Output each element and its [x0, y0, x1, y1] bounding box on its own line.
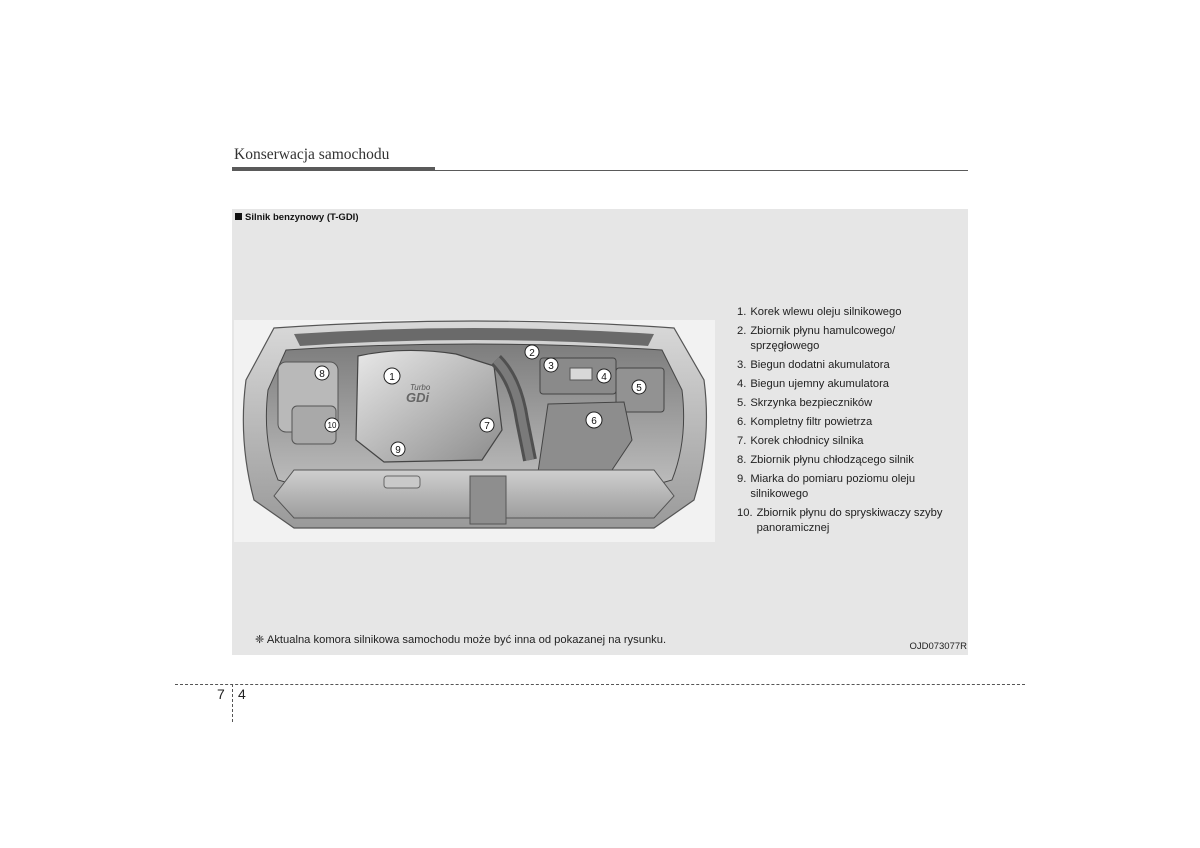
square-bullet-icon: [235, 213, 242, 220]
legend-item-text: Kompletny filtr powietrza: [750, 416, 873, 428]
callout-8-label: 8: [319, 369, 325, 380]
legend-item: [737, 472, 962, 502]
engine-cover-text-turbo: Turbo: [410, 383, 431, 392]
legend-item-text: Zbiornik płynu chłodzącego silnik: [750, 454, 914, 466]
callout-3: [544, 358, 558, 372]
callout-10-label: 10: [327, 421, 337, 430]
section-label-text: Silnik benzynowy (T-GDI): [245, 212, 359, 223]
legend-item-text: Korek chłodnicy silnika: [750, 435, 864, 447]
legend-item-text: Korek wlewu oleju silnikowego: [750, 306, 902, 318]
page-number: 4: [238, 686, 246, 702]
parts-legend: [737, 305, 962, 540]
callout-6-label: 6: [591, 416, 597, 427]
legend-item: [737, 305, 962, 320]
legend-item: [737, 434, 962, 449]
page-number-divider: [232, 684, 233, 722]
callout-7-label: 7: [484, 421, 490, 432]
section-label: [235, 212, 358, 223]
legend-item: [737, 506, 962, 536]
legend-item-number: 8.: [737, 454, 747, 466]
footer-divider: [175, 684, 1025, 685]
callout-1-label: 1: [389, 372, 395, 383]
legend-item-text: Zbiornik płynu hamulcowego/ sprzęgłowego: [750, 325, 896, 352]
legend-item-text: Biegun dodatni akumulatora: [750, 359, 890, 371]
callout-3-label: 3: [548, 361, 554, 372]
legend-item-number: 6.: [737, 416, 747, 428]
image-code: OJD073077R: [909, 641, 967, 652]
callout-7: [480, 418, 494, 432]
legend-item-text: Biegun ujemny akumulatora: [750, 378, 890, 390]
page-chapter-number: 7: [217, 686, 225, 702]
legend-item-number: 2.: [737, 325, 747, 337]
callout-6: [586, 412, 602, 428]
callout-9: [391, 442, 405, 456]
legend-item: [737, 377, 962, 392]
legend-item: [737, 415, 962, 430]
legend-item-number: 5.: [737, 397, 747, 409]
legend-item: [737, 358, 962, 373]
callout-5-label: 5: [636, 383, 642, 394]
legend-item-number: 10.: [737, 507, 753, 519]
callout-1: [384, 368, 400, 384]
legend-item-number: 4.: [737, 378, 747, 390]
callout-4-label: 4: [601, 372, 607, 383]
callout-2-label: 2: [529, 348, 535, 359]
legend-item: [737, 324, 962, 354]
header-rule-thick: [232, 167, 435, 171]
callout-4: [597, 369, 611, 383]
legend-item-number: 1.: [737, 306, 747, 318]
legend-item: [737, 396, 962, 411]
header-rule-thin: [435, 170, 968, 171]
engine-drawing: [234, 320, 715, 542]
legend-item-text: Miarka do pomiaru poziomu oleju silnikowego: [750, 473, 916, 500]
callout-5: [632, 380, 646, 394]
legend-item: [737, 453, 962, 468]
callout-8: [315, 366, 329, 380]
callout-2: [525, 345, 539, 359]
engine-cover-text-gdi: GDi: [406, 390, 430, 405]
engine-compartment-illustration: [234, 320, 715, 542]
legend-item-number: 7.: [737, 435, 747, 447]
footnote: ❈ Aktualna komora silnikowa samochodu może być inna od pokazanej na rysunku.: [255, 634, 667, 646]
chapter-title: Konserwacja samochodu: [234, 146, 390, 163]
legend-item-text: Skrzynka bezpieczników: [750, 397, 873, 409]
callout-10: [325, 418, 339, 432]
callout-9-label: 9: [395, 445, 401, 456]
legend-item-number: 9.: [737, 473, 747, 485]
legend-item-number: 3.: [737, 359, 747, 371]
legend-item-text: Zbiornik płynu do spryskiwaczy szyby panoramicznej: [756, 507, 943, 534]
